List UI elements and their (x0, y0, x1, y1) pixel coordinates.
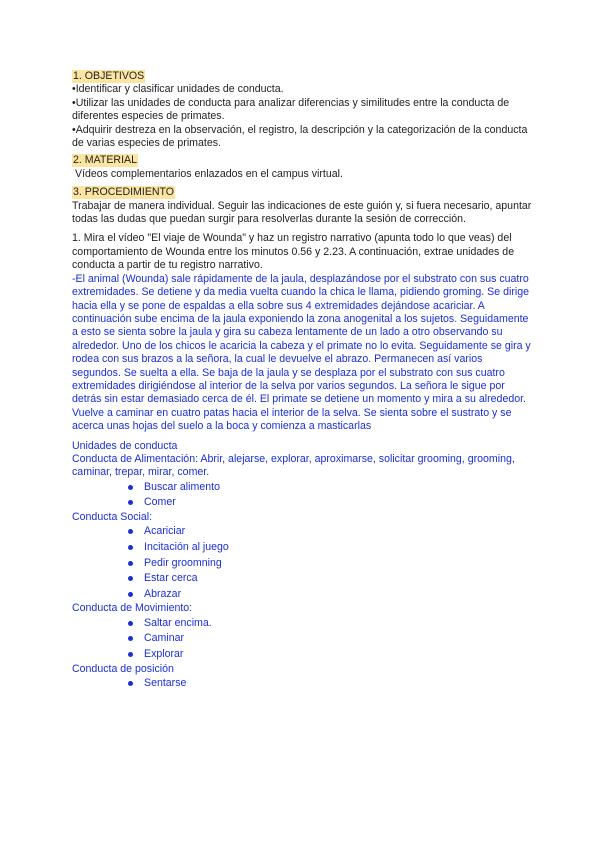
social-behavior-label: Conducta Social: (72, 510, 153, 523)
list-item (72, 616, 532, 632)
bullet-icon (128, 621, 133, 626)
list-item (72, 571, 532, 587)
objective-item-2: •Utilizar las unidades de conducta para analizar diferencias y similitudes entre la conducta de diferentes especies de primates. (72, 96, 510, 123)
bullet-icon (128, 500, 133, 505)
procedure-heading-row (72, 186, 532, 199)
position-behavior-label: Conducta de posición (72, 662, 174, 675)
list-item-label: Saltar encima. (144, 616, 212, 629)
list-item-label: Sentarse (144, 676, 187, 689)
objective-item-1: •Identificar y clasificar unidades de conducta. (72, 83, 284, 96)
bullet-icon (128, 652, 133, 657)
procedure-intro: Trabajar de manera individual. Seguir las indicaciones de este guión y, si fuera necesario, apuntar todas las dudas que puedan surgir para resolverlas durante la sesión de corrección. (72, 199, 532, 226)
feeding-behavior-list (72, 480, 532, 511)
material-heading-row (72, 154, 532, 167)
objectives-heading-row (72, 70, 532, 83)
list-item-label: Caminar (144, 632, 185, 645)
bullet-icon (128, 529, 133, 534)
list-item (72, 631, 532, 647)
movement-behavior-label: Conducta de Movimiento: (72, 602, 193, 615)
document-content (72, 70, 532, 692)
bullet-icon (128, 545, 133, 550)
list-item-label: Acariciar (144, 525, 186, 538)
social-behavior-list (72, 524, 532, 602)
bullet-icon (128, 681, 133, 686)
list-item (72, 676, 532, 692)
movement-behavior-list (72, 616, 532, 663)
bullet-icon (128, 636, 133, 641)
units-title: Unidades de conducta (72, 439, 178, 452)
list-item-label: Incitación al juego (144, 540, 229, 553)
material-text: Vídeos complementarios enlazados en el campus virtual. (75, 167, 343, 180)
bullet-icon (128, 561, 133, 566)
objectives-heading: 1. OBJETIVOS (73, 70, 145, 82)
material-heading: 2. MATERIAL (73, 154, 137, 167)
list-item-label: Estar cerca (144, 572, 198, 585)
narrative-record: -El animal (Wounda) sale rápidamente de la jaula, desplazándose por el substrato con sus cuatro extremidades. Se detiene y da media vuelta cuando la chica le llama, pidiendo groming. Se dirige hacia ella y se pone de espaldas a ella sobre sus 4 extremidades dejándose acariciar. A continuación sube encima de la jaula exponiendo la zona anogenital a los sujetos. Seguidamente a esto se sienta sobre la jaula y gira su cabeza lentamente de un lado a otro observando su alrededor. Uno de los chicos le acaricia la cabeza y el primate no lo evita. Seguidamente se gira y rodea con sus brazos a la señora, la cual le devuelve el abrazo. Permanecen así varios segundos. Se suelta a ella. Se baja de la jaula y se desplaza por el substrato con sus cuatro extremidades dirigiéndose al interior de la selva por varios segundos. La señora le sigue por detrás sin estar demasiado cerca de él. El primate se detiene un momento y mira a su alrededor. Vuelve a caminar en cuatro patas hacia el interior de la selva. Se sienta sobre el sustrato y se acerca unas hojas del suelo a la boca y comienza a masticarlas (72, 272, 531, 433)
bullet-icon (128, 485, 133, 490)
list-item (72, 480, 532, 496)
position-behavior-list (72, 676, 532, 692)
list-item (72, 647, 532, 663)
list-item (72, 524, 532, 540)
bullet-icon (128, 592, 133, 597)
list-item (72, 495, 532, 511)
feeding-behavior-label: Conducta de Alimentación: Abrir, alejarse, explorar, aproximarse, solicitar grooming, grooming, caminar, trepar, mirar, comer. (72, 452, 515, 479)
procedure-heading: 3. PROCEDIMIENTO (73, 186, 175, 199)
list-item-label: Pedir groomning (144, 556, 222, 569)
list-item (72, 540, 532, 556)
objective-item-3: •Adquirir destreza en la observación, el registro, la descripción y la categorización de la conducta de varias especies de primates. (72, 123, 528, 150)
list-item-label: Buscar alimento (144, 480, 220, 493)
list-item (72, 556, 532, 572)
bullet-icon (128, 576, 133, 581)
list-item (72, 587, 532, 603)
list-item-label: Explorar (144, 647, 184, 660)
list-item-label: Comer (144, 496, 176, 509)
list-item-label: Abrazar (144, 587, 182, 600)
procedure-task-1: 1. Mira el vídeo "El viaje de Wounda" y haz un registro narrativo (apunta todo lo que veas) del comportamiento de Wounda entre los minutos 0.56 y 2.23. A continuación, extrae unidades de conducta a partir de tu registro narrativo. (72, 232, 515, 272)
